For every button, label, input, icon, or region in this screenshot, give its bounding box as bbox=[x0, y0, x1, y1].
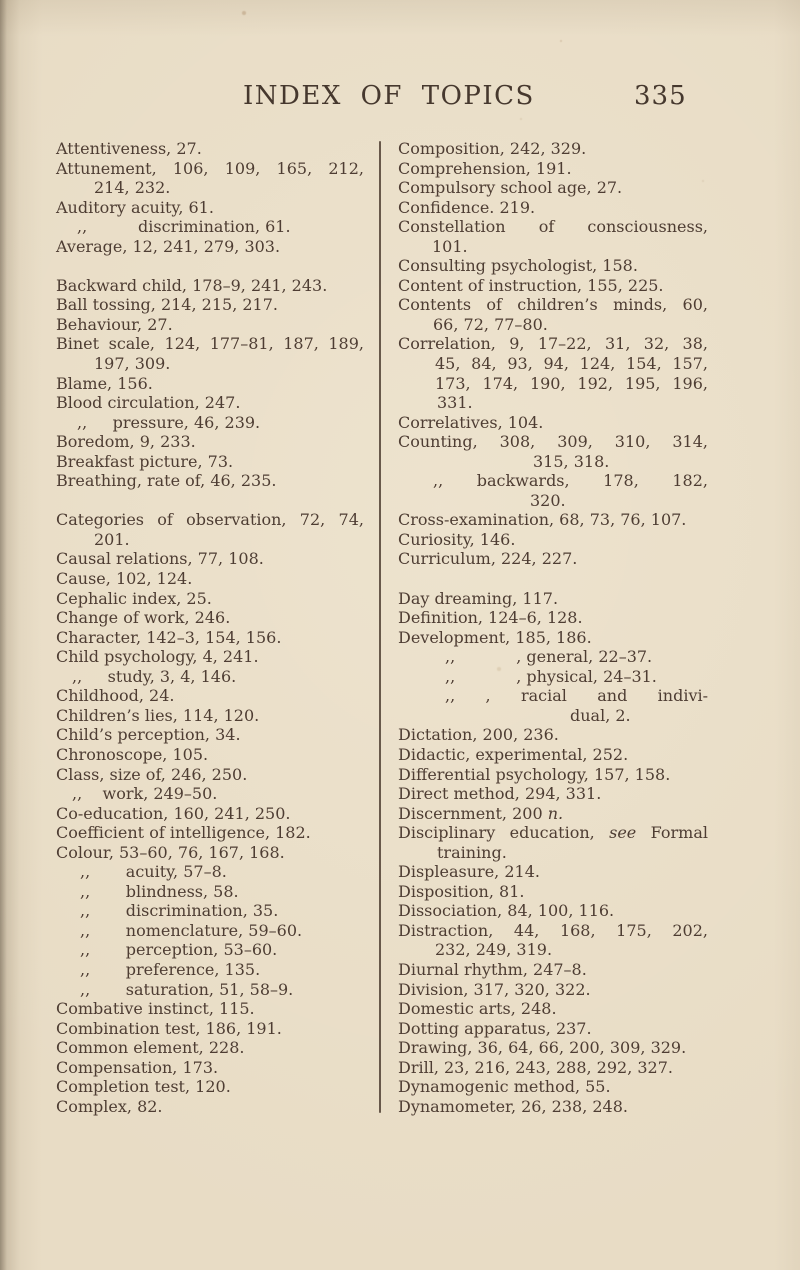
index-entry-line: Average, 12, 241, 279, 303. bbox=[56, 236, 281, 256]
index-entry-line: Dissociation, 84, 100, 116. bbox=[398, 901, 615, 921]
index-entry-line: Correlatives, 104. bbox=[398, 412, 544, 432]
index-entry-line: Day dreaming, 117. bbox=[398, 588, 559, 608]
index-entry-line: ,, nomenclature, 59–60. bbox=[80, 920, 303, 940]
right-column bbox=[398, 139, 708, 1116]
index-entry-line: Constellation of consciousness, bbox=[398, 217, 708, 237]
index-entry-line: Dictation, 200, 236. bbox=[398, 725, 559, 745]
index-entry-line: 197, 309. bbox=[94, 354, 171, 374]
index-entry-line: Distraction, 44, 168, 175, 202, bbox=[398, 920, 708, 940]
index-entry-line: dual, 2. bbox=[570, 705, 631, 725]
index-entry-line: Children’s lies, 114, 120. bbox=[56, 705, 260, 725]
index-entry-line: Co-education, 160, 241, 250. bbox=[56, 803, 291, 823]
index-entry-line: ,, , racial and indivi- bbox=[445, 686, 708, 706]
index-entry-line: Childhood, 24. bbox=[56, 686, 175, 706]
index-entry-line: Child psychology, 4, 241. bbox=[56, 647, 259, 667]
index-gap bbox=[398, 569, 708, 589]
entry-text: Disciplinary education, bbox=[398, 823, 610, 843]
index-entry-line: Attentiveness, 27. bbox=[56, 139, 202, 158]
index-entry-line: Combative instinct, 115. bbox=[56, 999, 255, 1019]
page-title: INDEX OF TOPICS bbox=[243, 81, 535, 111]
index-entry-line: Contents of children’s minds, 60, bbox=[398, 295, 708, 315]
index-entry-line: Drawing, 36, 64, 66, 200, 309, 329. bbox=[398, 1038, 687, 1058]
index-entry-line: Differential psychology, 157, 158. bbox=[398, 764, 671, 784]
index-entry-line: Dynamogenic method, 55. bbox=[398, 1077, 611, 1097]
italic-text: see bbox=[609, 823, 637, 843]
index-entry-line: Character, 142–3, 154, 156. bbox=[56, 627, 282, 647]
index-entry-line: Complex, 82. bbox=[56, 1096, 163, 1116]
left-column bbox=[56, 139, 364, 1116]
index-entry-line: Binet scale, 124, 177–81, 187, 189, bbox=[56, 334, 364, 354]
index-entry-line: training. bbox=[437, 842, 507, 862]
index-entry-line: Blame, 156. bbox=[56, 373, 153, 393]
index-entry-line: 214, 232. bbox=[94, 178, 171, 198]
index-entry-line: ,, blindness, 58. bbox=[80, 881, 239, 901]
index-entry-line: Blood circulation, 247. bbox=[56, 393, 241, 413]
index-entry-line: Coefficient of intelligence, 182. bbox=[56, 823, 311, 843]
index-entry-line: Compensation, 173. bbox=[56, 1057, 219, 1077]
index-entry-line: Curriculum, 224, 227. bbox=[398, 549, 578, 569]
index-entry-line: ,, preference, 135. bbox=[80, 959, 261, 979]
index-entry-line bbox=[398, 804, 708, 824]
index-entry-line: Drill, 23, 216, 243, 288, 292, 327. bbox=[398, 1057, 673, 1077]
index-entry-line: Compulsory school age, 27. bbox=[398, 178, 623, 198]
index-entry-line: ,, work, 249–50. bbox=[72, 784, 218, 804]
index-entry-line: Comprehension, 191. bbox=[398, 158, 572, 178]
entry-text: Formal bbox=[636, 823, 709, 843]
index-entry-line: Completion test, 120. bbox=[56, 1077, 231, 1097]
index-entry-line: Common element, 228. bbox=[56, 1038, 245, 1058]
index-entry-line: Disposition, 81. bbox=[398, 881, 525, 901]
index-entry-line bbox=[398, 823, 708, 843]
index-entry-line: Combination test, 186, 191. bbox=[56, 1018, 282, 1038]
index-gap bbox=[56, 491, 364, 511]
index-entry-line: Causal relations, 77, 108. bbox=[56, 549, 264, 569]
index-entry-line: ,, pressure, 46, 239. bbox=[77, 412, 261, 432]
index-entry-line: Content of instruction, 155, 225. bbox=[398, 275, 664, 295]
index-gap bbox=[56, 256, 364, 276]
column-divider-rule bbox=[379, 141, 381, 1113]
index-entry-line: Breakfast picture, 73. bbox=[56, 451, 234, 471]
index-entry-line: Composition, 242, 329. bbox=[398, 139, 587, 158]
index-entry-line: 201. bbox=[94, 529, 130, 549]
index-entry-line: Child’s perception, 34. bbox=[56, 725, 241, 745]
index-entry-line: Curiosity, 146. bbox=[398, 529, 516, 549]
page-number: 335 bbox=[634, 81, 687, 111]
index-entry-line: Cephalic index, 25. bbox=[56, 588, 212, 608]
index-entry-line: Backward child, 178–9, 241, 243. bbox=[56, 275, 328, 295]
index-entry-line: 45, 84, 93, 94, 124, 154, 157, bbox=[435, 354, 708, 374]
index-entry-line: Colour, 53–60, 76, 167, 168. bbox=[56, 842, 285, 862]
index-entry-line: ,, discrimination, 35. bbox=[80, 901, 279, 921]
index-entry-line: Confidence. 219. bbox=[398, 197, 536, 217]
entry-text: Discernment, 200 bbox=[398, 803, 548, 823]
index-entry-line: Auditory acuity, 61. bbox=[56, 197, 214, 217]
index-entry-line: Direct method, 294, 331. bbox=[398, 784, 602, 804]
index-entry-line: Boredom, 9, 233. bbox=[56, 432, 196, 452]
index-entry-line: Division, 317, 320, 322. bbox=[398, 979, 591, 999]
index-entry-line: Categories of observation, 72, 74, bbox=[56, 510, 364, 530]
index-entry-line: 101. bbox=[432, 236, 468, 256]
index-entry-line: Diurnal rhythm, 247–8. bbox=[398, 959, 587, 979]
index-entry-line: Counting, 308, 309, 310, 314, bbox=[398, 432, 708, 452]
index-entry-line: Consulting psychologist, 158. bbox=[398, 256, 638, 276]
index-entry-line: ,, study, 3, 4, 146. bbox=[72, 666, 237, 686]
index-entry-line: Change of work, 246. bbox=[56, 608, 231, 628]
index-entry-line: Correlation, 9, 17–22, 31, 32, 38, bbox=[398, 334, 708, 354]
index-entry-line: Class, size of, 246, 250. bbox=[56, 764, 248, 784]
index-entry-line: Dynamometer, 26, 238, 248. bbox=[398, 1096, 628, 1116]
index-entry-line: Attunement, 106, 109, 165, 212, bbox=[56, 158, 364, 178]
index-entry-line: ,, perception, 53–60. bbox=[80, 940, 278, 960]
index-entry-line: 173, 174, 190, 192, 195, 196, bbox=[435, 373, 708, 393]
index-entry-line: ,, , general, 22–37. bbox=[445, 647, 653, 667]
index-entry-line: Cause, 102, 124. bbox=[56, 569, 193, 589]
index-entry-line: Domestic arts, 248. bbox=[398, 999, 557, 1019]
index-entry-line: Ball tossing, 214, 215, 217. bbox=[56, 295, 278, 315]
index-entry-line: Chronoscope, 105. bbox=[56, 744, 209, 764]
index-entry-line: 331. bbox=[437, 393, 473, 413]
index-entry-line: Dotting apparatus, 237. bbox=[398, 1018, 592, 1038]
index-entry-line: 320. bbox=[530, 490, 566, 510]
index-entry-line: Breathing, rate of, 46, 235. bbox=[56, 471, 277, 491]
index-entry-line: ,, backwards, 178, 182, bbox=[433, 471, 708, 491]
index-entry-line: 66, 72, 77–80. bbox=[433, 314, 548, 334]
index-entry-line: Definition, 124–6, 128. bbox=[398, 608, 583, 628]
index-entry-line: ,, , physical, 24–31. bbox=[445, 666, 657, 686]
index-entry-line: ,, acuity, 57–8. bbox=[80, 862, 227, 882]
index-entry-line: ,, discrimination, 61. bbox=[77, 217, 291, 237]
index-entry-line: Cross-examination, 68, 73, 76, 107. bbox=[398, 510, 687, 530]
index-entry-line: 315, 318. bbox=[533, 451, 610, 471]
index-entry-line: Behaviour, 27. bbox=[56, 314, 173, 334]
index-entry-line: ,, saturation, 51, 58–9. bbox=[80, 979, 294, 999]
index-entry-line: 232, 249, 319. bbox=[435, 940, 553, 960]
paper-specks bbox=[0, 0, 2, 2]
index-entry-line: Displeasure, 214. bbox=[398, 862, 540, 882]
italic-text: n. bbox=[547, 803, 564, 823]
index-entry-line: Didactic, experimental, 252. bbox=[398, 744, 629, 764]
index-entry-line: Development, 185, 186. bbox=[398, 627, 592, 647]
